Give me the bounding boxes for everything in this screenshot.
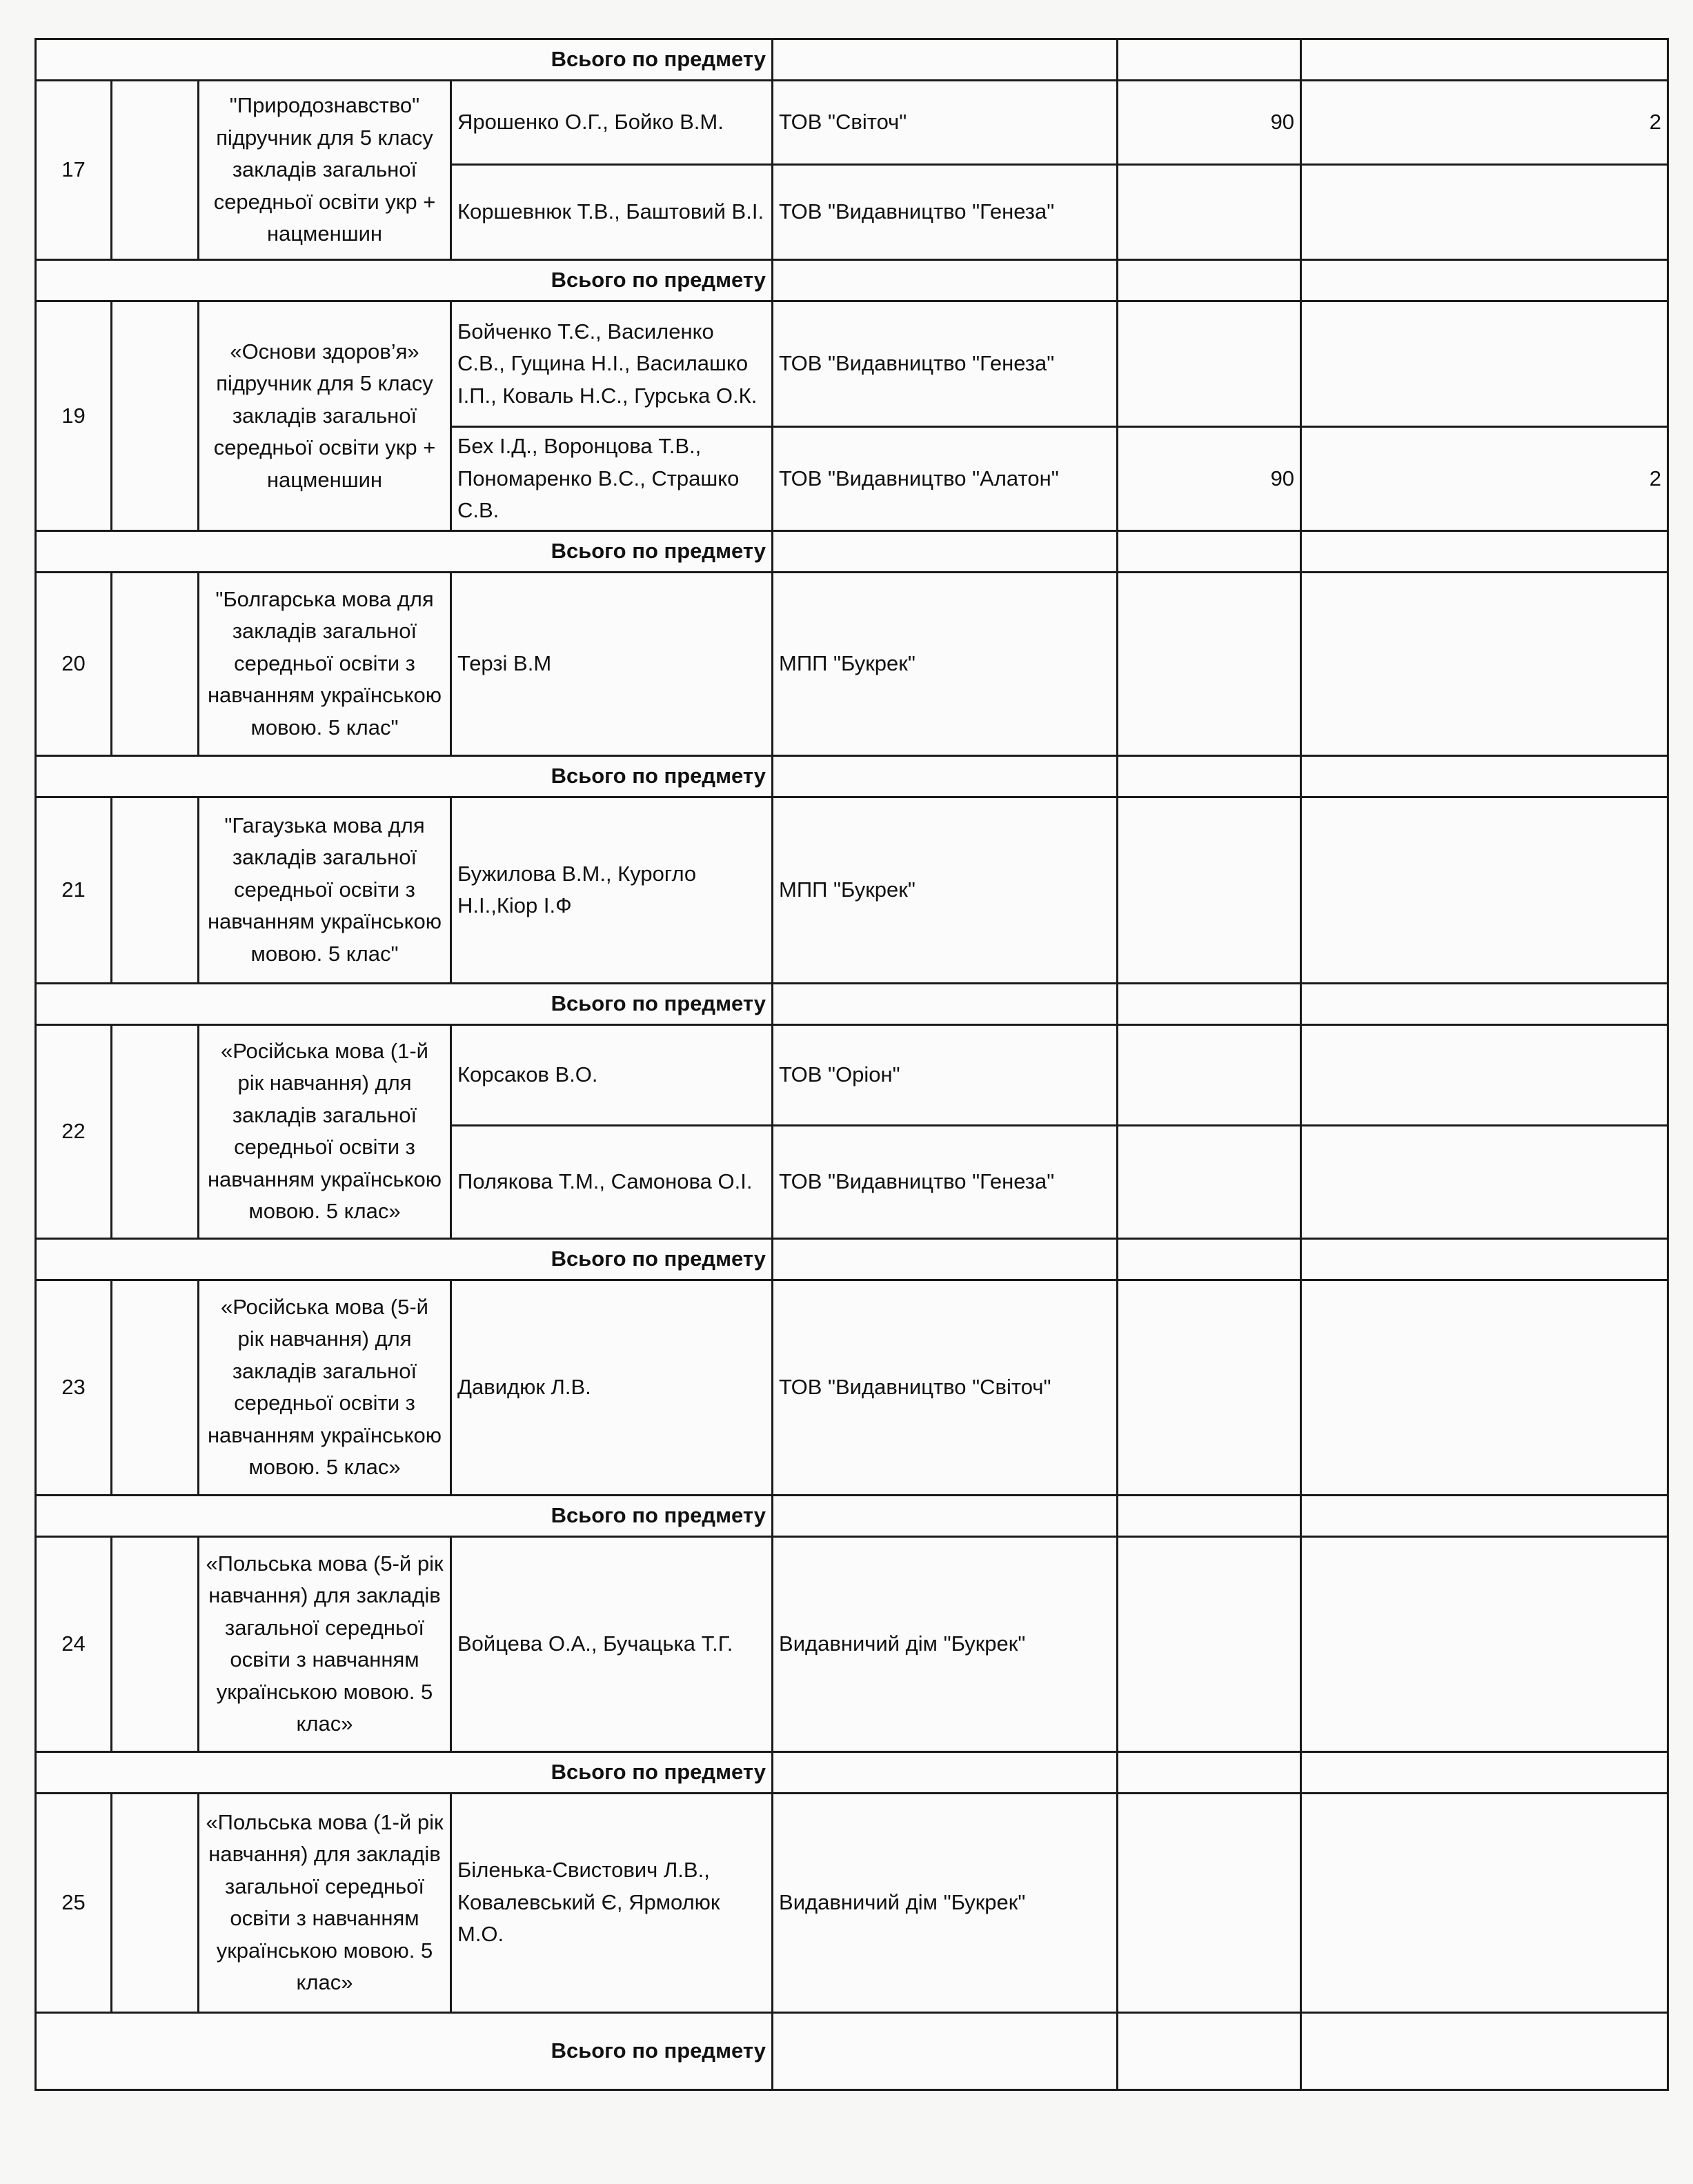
subject-total-label: Всього по предмету <box>36 1238 773 1280</box>
textbook-row <box>36 1280 1668 1495</box>
row-number: 24 <box>36 1536 112 1751</box>
textbook-title: «Основи здоров’я» підручник для 5 класу закладів загальної середньої освіти укр + нацменшин <box>199 301 451 531</box>
total-cell-qty <box>1118 2012 1301 2089</box>
textbook-title: «Російська мова (1-й рік навчання) для закладів загальної середньої освіти з навчанням українською мовою. 5 клас» <box>199 1024 451 1238</box>
publisher-cell: ТОВ "Світоч" <box>773 81 1118 165</box>
empty-cell <box>112 1793 199 2012</box>
count-cell: 2 <box>1301 81 1668 165</box>
row-number: 17 <box>36 81 112 260</box>
subject-total-label: Всього по предмету <box>36 260 773 301</box>
authors-cell: Біленька-Свистович Л.В., Ковалевський Є, Ярмолюк М.О. <box>451 1793 773 2012</box>
quantity-cell: 90 <box>1118 427 1301 531</box>
publisher-cell: ТОВ "Видавництво "Генеза" <box>773 301 1118 427</box>
textbook-row <box>36 1793 1668 2012</box>
authors-cell: Бужилова В.М., Курогло Н.І.,Кіор І.Ф <box>451 797 773 983</box>
count-cell <box>1301 797 1668 983</box>
publisher-cell: ТОВ "Видавництво "Генеза" <box>773 165 1118 260</box>
quantity-cell <box>1118 1793 1301 2012</box>
total-cell-qty <box>1118 39 1301 81</box>
total-cell-qty <box>1118 1751 1301 1793</box>
subject-total-label: Всього по предмету <box>36 983 773 1024</box>
subject-total-row <box>36 2012 1668 2089</box>
total-cell-qty2 <box>1301 530 1668 572</box>
quantity-cell <box>1118 165 1301 260</box>
subject-total-row <box>36 1495 1668 1536</box>
empty-cell <box>112 1536 199 1751</box>
textbook-row <box>36 797 1668 983</box>
total-cell-qty2 <box>1301 983 1668 1024</box>
publisher-cell: ТОВ "Оріон" <box>773 1024 1118 1125</box>
publisher-cell: ТОВ "Видавництво "Світоч" <box>773 1280 1118 1495</box>
authors-cell: Бех І.Д., Воронцова Т.В., Пономаренко В.С., Страшко С.В. <box>451 427 773 531</box>
total-cell-qty <box>1118 1238 1301 1280</box>
subject-total-row <box>36 1751 1668 1793</box>
authors-cell: Терзі В.М <box>451 572 773 755</box>
publisher-cell: ТОВ "Видавництво "Алатон" <box>773 427 1118 531</box>
subject-total-label: Всього по предмету <box>36 1495 773 1536</box>
count-cell <box>1301 1793 1668 2012</box>
subject-total-row <box>36 1238 1668 1280</box>
count-cell: 2 <box>1301 427 1668 531</box>
count-cell <box>1301 165 1668 260</box>
row-number: 22 <box>36 1024 112 1238</box>
count-cell <box>1301 1280 1668 1495</box>
authors-cell: Войцева О.А., Бучацька Т.Г. <box>451 1536 773 1751</box>
textbook-title: "Природознавство" підручник для 5 класу закладів загальної середньої освіти укр + нацменшин <box>199 81 451 260</box>
total-cell-publisher <box>773 1495 1118 1536</box>
textbook-title: «Польська мова (5-й рік навчання) для закладів загальної середньої освіти з навчанням українською мовою. 5 клас» <box>199 1536 451 1751</box>
empty-cell <box>112 797 199 983</box>
quantity-cell <box>1118 572 1301 755</box>
textbook-title: «Польська мова (1-й рік навчання) для закладів загальної середньої освіти з навчанням українською мовою. 5 клас» <box>199 1793 451 2012</box>
subject-total-label: Всього по предмету <box>36 530 773 572</box>
total-cell-qty2 <box>1301 39 1668 81</box>
total-cell-publisher <box>773 983 1118 1024</box>
authors-cell: Коршевнюк Т.В., Баштовий В.І. <box>451 165 773 260</box>
total-cell-publisher <box>773 1751 1118 1793</box>
total-cell-qty <box>1118 755 1301 797</box>
subject-total-row <box>36 983 1668 1024</box>
total-cell-qty2 <box>1301 2012 1668 2089</box>
publisher-cell: МПП "Букрек" <box>773 797 1118 983</box>
textbook-row <box>36 572 1668 755</box>
quantity-cell <box>1118 301 1301 427</box>
textbook-order-table <box>34 38 1669 2091</box>
row-number: 20 <box>36 572 112 755</box>
textbook-row <box>36 301 1668 427</box>
empty-cell <box>112 1280 199 1495</box>
publisher-cell: МПП "Букрек" <box>773 572 1118 755</box>
total-cell-qty2 <box>1301 755 1668 797</box>
total-cell-publisher <box>773 260 1118 301</box>
document-sheet <box>34 38 1667 2091</box>
authors-cell: Корсаков В.О. <box>451 1024 773 1125</box>
quantity-cell <box>1118 1024 1301 1125</box>
total-cell-publisher <box>773 1238 1118 1280</box>
count-cell <box>1301 301 1668 427</box>
total-cell-qty <box>1118 260 1301 301</box>
total-cell-qty2 <box>1301 260 1668 301</box>
authors-cell: Бойченко Т.Є., Василенко С.В., Гущина Н.І., Василашко І.П., Коваль Н.С., Гурська О.К. <box>451 301 773 427</box>
subject-total-label: Всього по предмету <box>36 1751 773 1793</box>
quantity-cell <box>1118 1280 1301 1495</box>
quantity-cell <box>1118 1536 1301 1751</box>
total-cell-qty2 <box>1301 1238 1668 1280</box>
empty-cell <box>112 81 199 260</box>
row-number: 19 <box>36 301 112 531</box>
empty-cell <box>112 572 199 755</box>
authors-cell: Полякова Т.М., Самонова О.І. <box>451 1125 773 1238</box>
total-cell-publisher <box>773 530 1118 572</box>
subject-total-label: Всього по предмету <box>36 2012 773 2089</box>
textbook-row <box>36 1536 1668 1751</box>
quantity-cell: 90 <box>1118 81 1301 165</box>
textbook-row <box>36 81 1668 165</box>
total-cell-qty <box>1118 1495 1301 1536</box>
publisher-cell: ТОВ "Видавництво "Генеза" <box>773 1125 1118 1238</box>
row-number: 25 <box>36 1793 112 2012</box>
total-cell-qty <box>1118 530 1301 572</box>
subject-total-row <box>36 530 1668 572</box>
total-cell-qty2 <box>1301 1495 1668 1536</box>
authors-cell: Ярошенко О.Г., Бойко В.М. <box>451 81 773 165</box>
publisher-cell: Видавничий дім "Букрек" <box>773 1793 1118 2012</box>
row-number: 23 <box>36 1280 112 1495</box>
row-number: 21 <box>36 797 112 983</box>
count-cell <box>1301 1125 1668 1238</box>
total-cell-publisher <box>773 2012 1118 2089</box>
subject-total-row <box>36 39 1668 81</box>
textbook-title: «Російська мова (5-й рік навчання) для закладів загальної середньої освіти з навчанням українською мовою. 5 клас» <box>199 1280 451 1495</box>
publisher-cell: Видавничий дім "Букрек" <box>773 1536 1118 1751</box>
total-cell-qty2 <box>1301 1751 1668 1793</box>
count-cell <box>1301 1024 1668 1125</box>
textbook-title: "Болгарська мова для закладів загальної середньої освіти з навчанням українською мовою. 5 клас" <box>199 572 451 755</box>
count-cell <box>1301 572 1668 755</box>
textbook-row <box>36 1024 1668 1125</box>
subject-total-label: Всього по предмету <box>36 39 773 81</box>
textbook-title: "Гагаузька мова для закладів загальної середньої освіти з навчанням українською мовою. 5 клас" <box>199 797 451 983</box>
subject-total-label: Всього по предмету <box>36 755 773 797</box>
authors-cell: Давидюк Л.В. <box>451 1280 773 1495</box>
total-cell-publisher <box>773 755 1118 797</box>
total-cell-qty <box>1118 983 1301 1024</box>
total-cell-publisher <box>773 39 1118 81</box>
count-cell <box>1301 1536 1668 1751</box>
subject-total-row <box>36 755 1668 797</box>
quantity-cell <box>1118 797 1301 983</box>
empty-cell <box>112 301 199 531</box>
subject-total-row <box>36 260 1668 301</box>
empty-cell <box>112 1024 199 1238</box>
quantity-cell <box>1118 1125 1301 1238</box>
